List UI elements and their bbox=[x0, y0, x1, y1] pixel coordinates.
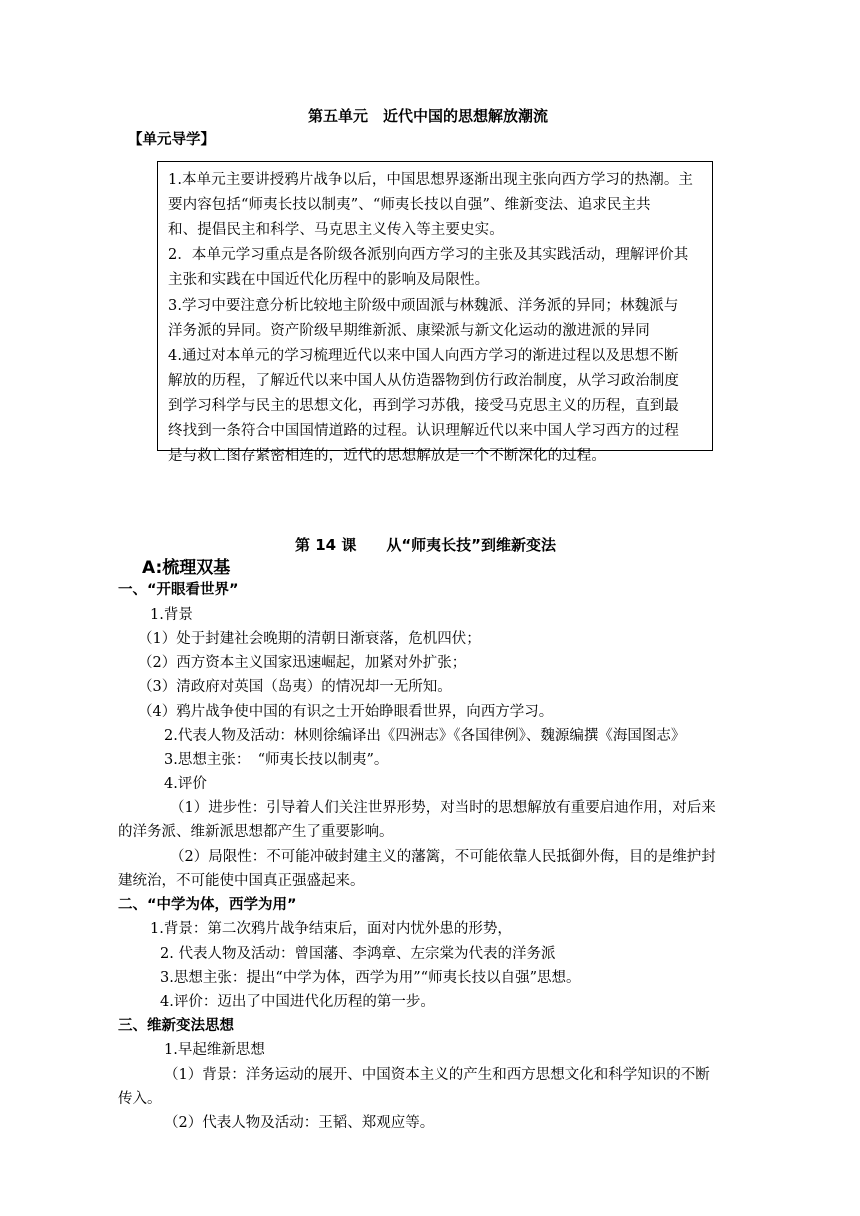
content-line: （1）背景：洋务运动的展开、中国资本主义的产生和西方思想文化和科学知识的不断 bbox=[164, 1067, 710, 1083]
guide-line: 2．本单元学习重点是各阶级各派别向西方学习的主张及其实践活动，理解评价其 bbox=[168, 247, 689, 263]
content-line: 1.背景：第二次鸦片战争结束后，面对内忧外患的形势， bbox=[150, 921, 512, 937]
content-line: （2）代表人物及活动：王韬、郑观应等。 bbox=[164, 1115, 435, 1131]
section-a-heading: A:梳理双基 bbox=[142, 558, 231, 578]
content-line: 4.评价：迈出了中国进代化历程的第一步。 bbox=[160, 994, 435, 1010]
content-line: 3.思想主张： “师夷长技以制夷”。 bbox=[164, 752, 389, 768]
content-line: 3.思想主张：提出“中学为体，西学为用”“师夷长技以自强”思想。 bbox=[160, 970, 581, 986]
guide-line: 终找到一条符合中国国情道路的过程。认识理解近代以来中国人学习西方的过程 bbox=[168, 423, 679, 439]
content-line: 2.代表人物及活动：林则徐编译出《四洲志》《各国律例》、魏源编撰《海国图志》 bbox=[164, 728, 686, 744]
guide-line: 主张和实践在中国近代化历程中的影响及局限性。 bbox=[168, 272, 490, 288]
content-line: （2）西方资本主义国家迅速崛起，加紧对外扩张； bbox=[138, 655, 467, 671]
guide-line: 洋务派的异同。资产阶级早期维新派、康梁派与新文化运动的激进派的异同 bbox=[168, 323, 650, 339]
unit-title: 第五单元 近代中国的思想解放潮流 bbox=[308, 107, 549, 125]
content-line: （3）清政府对英国（岛夷）的情况却一无所知。 bbox=[138, 679, 452, 695]
content-line: 1.早起维新思想 bbox=[164, 1042, 265, 1058]
section-heading: 三、维新变法思想 bbox=[118, 1018, 234, 1034]
content-line: 4.评价 bbox=[164, 776, 207, 792]
content-line: 1.背景 bbox=[150, 607, 193, 623]
guide-line: 是与救亡图存紧密相连的，近代的思想解放是一个不断深化的过程。 bbox=[168, 448, 606, 464]
guide-line: 要内容包括“师夷长技以制夷”、“师夷长技以自强”、维新变法、追求民主共 bbox=[168, 197, 651, 213]
lesson-title: 第 14 课 从“师夷长技”到维新变法 bbox=[295, 536, 557, 554]
content-line: （4）鸦片战争使中国的有识之士开始睁眼看世界，向西方学习。 bbox=[138, 704, 554, 720]
content-line: 2. 代表人物及活动：曾国藩、李鸿章、左宗棠为代表的洋务派 bbox=[160, 946, 556, 962]
guide-line: 和、提倡民主和科学、马克思主义传入等主要史实。 bbox=[168, 222, 504, 238]
guide-line: 4.通过对本单元的学习梳理近代以来中国人向西方学习的渐进过程以及思想不断 bbox=[168, 348, 679, 364]
content-line: （1）进步性：引导着人们关注世界形势，对当时的思想解放有重要启迪作用，对后来 bbox=[170, 800, 716, 816]
guide-line: 3.学习中要注意分析比较地主阶级中顽固派与林魏派、洋务派的异同；林魏派与 bbox=[168, 298, 679, 314]
content-line: 的洋务派、维新派思想都产生了重要影响。 bbox=[118, 824, 394, 840]
content-line: （2）局限性：不可能冲破封建主义的藩篱，不可能依靠人民抵御外侮，目的是维护封 bbox=[170, 849, 716, 865]
content-line: 建统治，不可能使中国真正强盛起来。 bbox=[118, 873, 365, 889]
guide-line: 到学习科学与民主的思想文化，再到学习苏俄，接受马克思主义的历程，直到最 bbox=[168, 398, 679, 414]
content-line: 传入。 bbox=[118, 1091, 162, 1107]
section-heading: 一、“开眼看世界” bbox=[118, 582, 239, 598]
guide-line: 1.本单元主要讲授鸦片战争以后，中国思想界逐渐出现主张向西方学习的热潮。主 bbox=[168, 172, 694, 188]
content-line: （1）处于封建社会晚期的清朝日渐衰落，危机四伏； bbox=[138, 631, 481, 647]
guide-line: 解放的历程，了解近代以来中国人从仿造器物到仿行政治制度，从学习政治制度 bbox=[168, 373, 679, 389]
unit-guide-label: 【单元导学】 bbox=[128, 132, 215, 148]
section-heading: 二、“中学为体，西学为用” bbox=[118, 897, 297, 913]
